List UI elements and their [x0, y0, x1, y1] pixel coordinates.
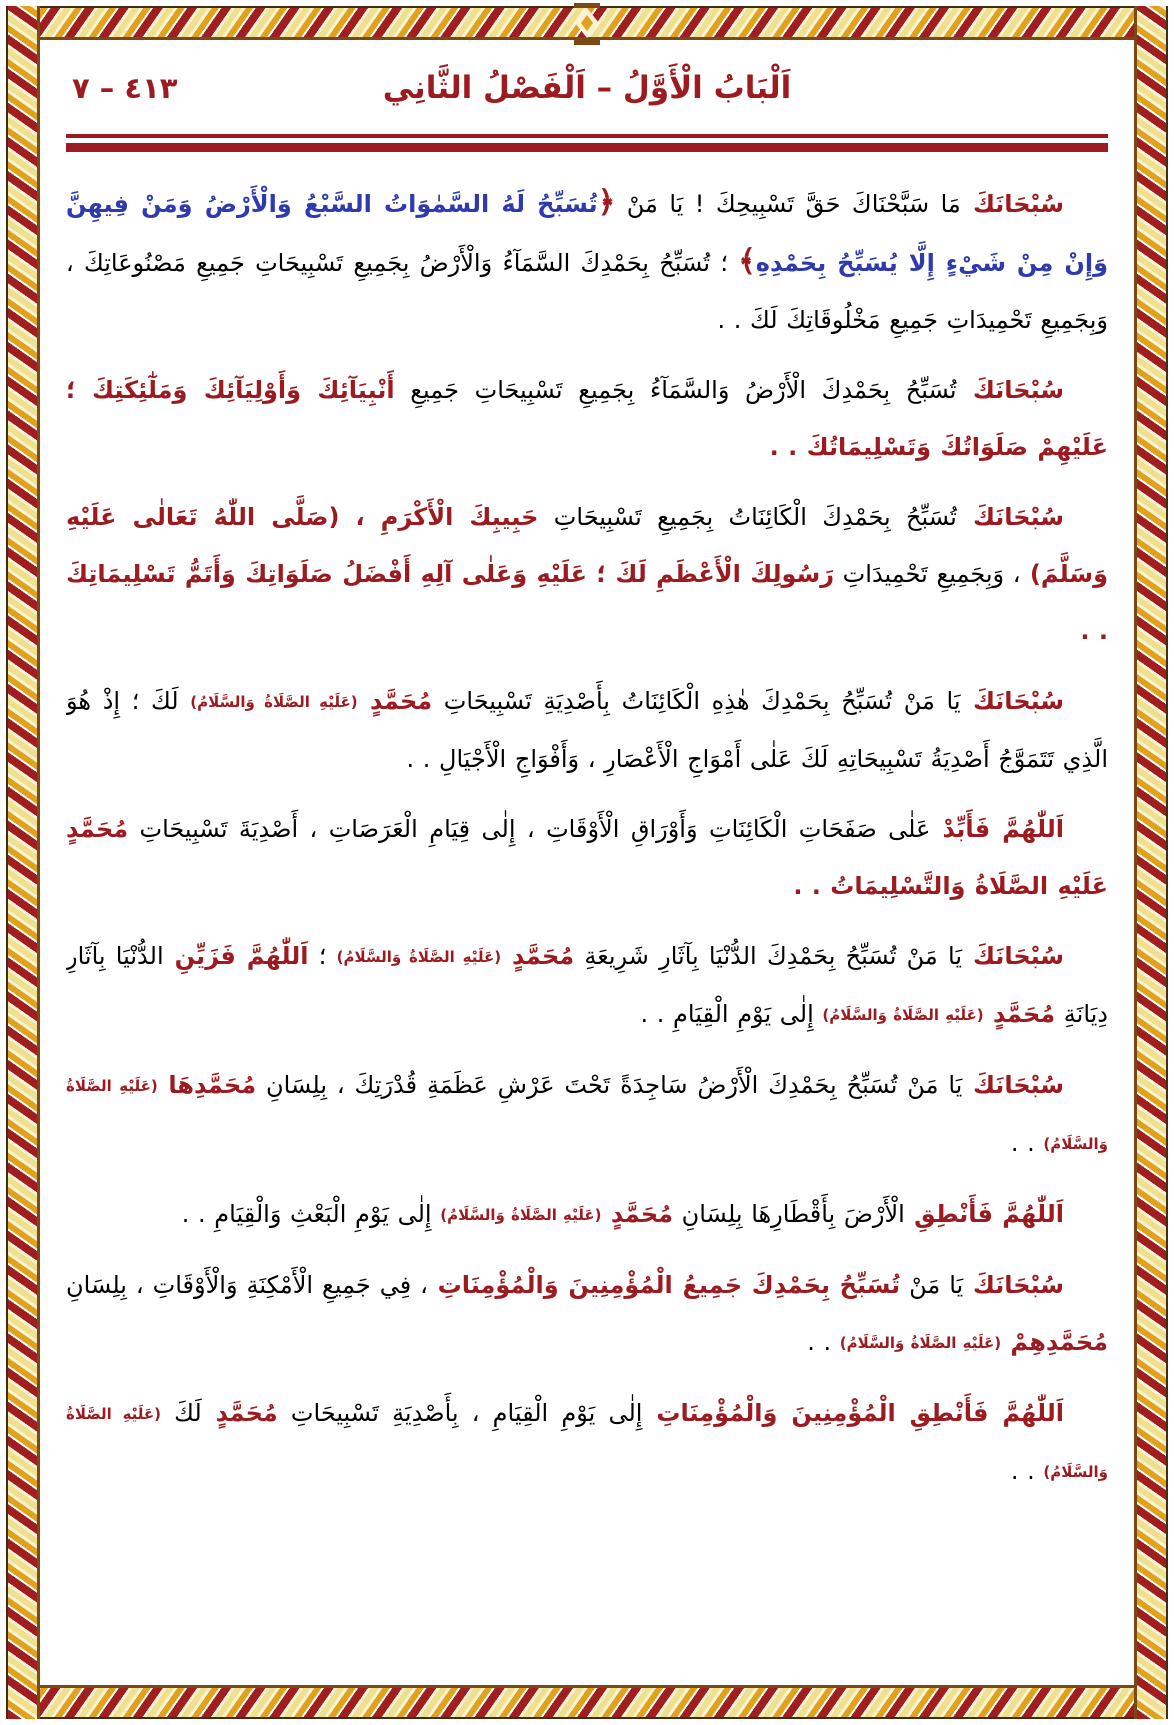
text-segment: مُحَمَّدٍ — [501, 942, 575, 970]
text-segment: يَا مَنْ تُسَبِّحُ بِحَمْدِكَ هٰذِهِ الْكَائِنَاتُ بِأَصْدِيَةِ تَسْبِيحَاتِ — [432, 687, 961, 715]
text-segment: إِلٰى يَوْمِ الْقِيَامِ . . — [640, 1000, 823, 1028]
paragraph — [66, 174, 1108, 349]
text-segment: تُسَبِّحُ بِحَمْدِكَ الْأَرْضُ وَالسَّمَآءُ بِجَمِيعِ تَسْبِيحَاتِ جَمِيعِ — [394, 376, 957, 404]
page-number: ٤١٣ – ٧ — [72, 71, 178, 105]
text-segment: اَللّٰهُمَّ فَزَيِّنِ — [163, 942, 309, 970]
text-segment: يَا مَنْ تُسَبِّحُ بِحَمْدِكَ الدُّنْيَا بِآثَارِ شَرِيعَةِ — [574, 942, 963, 970]
page-content — [66, 58, 1108, 1667]
paragraph — [66, 489, 1108, 660]
text-segment: الدُّنْيَا بِآثَارِ دِيَانَةِ — [66, 942, 1108, 1028]
text-segment: اَللّٰهُمَّ فَأَبِّدْ — [930, 815, 1065, 843]
text-segment: يَا مَنْ تُسَبِّحُ بِحَمْدِكَ الْأَرْضُ سَاجِدَةً تَحْتَ عَرْشِ عَظَمَةِ قُدْرَتِكَ ، بِلِسَانِ — [256, 1071, 963, 1099]
text-segment: مُحَمَّدٍ — [357, 687, 433, 715]
body-paragraphs — [66, 174, 1108, 1501]
header-divider-thick — [66, 143, 1108, 152]
text-segment: ، فِي جَمِيعِ الْأَمْكِنَةِ وَالْأَوْقَاتِ ، بِلِسَانِ — [66, 1271, 428, 1299]
paragraph — [66, 1257, 1108, 1372]
text-segment: مُحَمَّدٍ — [983, 1000, 1056, 1028]
text-segment: إِلٰى يَوْمِ الْبَعْثِ وَالْقِيَامِ . . — [181, 1200, 441, 1228]
text-segment: مُحَمَّدِهَا — [157, 1071, 257, 1099]
honorific-mark: (عَلَيْهِ الصَّلَاةُ وَالسَّلَامُ) — [66, 1405, 1108, 1481]
text-segment: ، وَبِجَمِيعِ تَحْمِيدَاتِ — [834, 560, 1021, 588]
text-segment: أَنْبِيَآئِكَ وَأَوْلِيَآئِكَ وَمَلٰٓئِكَتِكَ ؛ عَلَيْهِمْ صَلَوَاتُكَ وَتَسْلِيمَاتُكَ . . — [66, 376, 1108, 461]
text-segment: لَكَ ؛ إِذْ هُوَ الَّذِي تَتَمَوَّجُ أَصْدِيَةُ تَسْبِيحَاتِهِ لَكَ عَلٰى أَمْوَاجِ الْأَعْصَارِ ، وَأَفْوَاجِ الْأَجْيَالِ . . — [66, 687, 1108, 773]
border-center-tick — [574, 3, 600, 8]
text-segment: تُسَبِّحُ بِحَمْدِكَ الْكَائِنَاتُ بِجَمِيعِ تَسْبِيحَاتِ — [538, 503, 957, 531]
honorific-mark: (عَلَيْهِ الصَّلَاةُ وَالسَّلَامُ) — [839, 1334, 1002, 1352]
text-segment: ؛ — [308, 942, 337, 970]
chapter-title: اَلْبَابُ الْأَوَّلُ – اَلْفَصْلُ الثَّانِي — [382, 70, 792, 106]
paragraph — [66, 1385, 1108, 1501]
honorific-mark: (عَلَيْهِ الصَّلَاةُ وَالسَّلَامُ) — [190, 693, 358, 711]
ornamental-border-right — [1134, 6, 1168, 1719]
text-segment: سُبْحَانَكَ — [956, 376, 1064, 404]
paragraph — [66, 1186, 1108, 1244]
text-segment: سُبْحَانَكَ — [962, 1071, 1065, 1099]
quran-bracket: ﴿ — [597, 185, 616, 220]
text-segment: سُبْحَانَكَ — [960, 687, 1065, 715]
text-segment: . . — [1010, 1457, 1044, 1485]
paragraph — [66, 362, 1108, 476]
ornamental-border-left — [6, 6, 40, 1719]
text-segment: إِلٰى يَوْمِ الْقِيَامِ ، بِأَصْدِيَةِ تَسْبِيحَاتِ — [277, 1399, 643, 1427]
text-segment: الْأَرْضَ بِأَقْطَارِهَا بِلِسَانِ — [672, 1200, 905, 1228]
paragraph — [66, 801, 1108, 915]
honorific-mark: (عَلَيْهِ الصَّلَاةُ وَالسَّلَامُ) — [336, 948, 502, 966]
text-segment: . . — [807, 1328, 840, 1356]
text-segment: مُحَمَّدٍ عَلَيْهِ الصَّلَاةُ وَالتَّسْلِيمَاتُ . . — [66, 815, 1108, 900]
text-segment: حَبِيبِكَ الْأَكْرَمِ ، (صَلَّى اللّٰهُ تَعَالٰى عَلَيْهِ وَسَلَّمَ) — [66, 503, 1108, 588]
paragraph — [66, 928, 1108, 1044]
text-segment: سُبْحَانَكَ — [963, 1271, 1065, 1299]
text-segment: يَا مَنْ — [900, 1271, 964, 1299]
text-segment: مَا سَبَّحْنَاكَ حَقَّ تَسْبِيحِكَ ! يَا مَنْ — [615, 190, 961, 218]
paragraph — [66, 673, 1108, 788]
text-segment: اَللّٰهُمَّ فَأَنْطِقِ — [904, 1200, 1064, 1228]
honorific-mark: (عَلَيْهِ الصَّلَاةُ وَالسَّلَامُ) — [66, 1077, 1108, 1153]
text-segment: ؛ تُسَبِّحُ بِحَمْدِكَ السَّمَآءُ وَالْأَرْضُ بِجَمِيعِ تَسْبِيحَاتِ جَمِيعِ مَصْنُوعَاتِكَ ، وَبِجَمِيعِ تَحْمِيدَاتِ جَمِيعِ مَخْلُوقَاتِكَ لَكَ . . — [66, 249, 1108, 334]
text-segment: مُحَمَّدٍ — [601, 1200, 673, 1228]
page-header — [66, 58, 1108, 124]
text-segment: مُحَمَّدٍ — [201, 1399, 278, 1427]
paragraph — [66, 1057, 1108, 1173]
text-segment: اَللّٰهُمَّ فَأَنْطِقِ الْمُؤْمِنِينَ وَالْمُؤْمِنَاتِ — [642, 1399, 1065, 1427]
text-segment: سُبْحَانَكَ — [962, 942, 1065, 970]
text-segment: مُحَمَّدِهِمْ — [1001, 1328, 1108, 1356]
border-center-tick — [574, 40, 600, 45]
honorific-mark: (عَلَيْهِ الصَّلَاةُ وَالسَّلَامُ) — [440, 1206, 602, 1224]
text-segment: . . — [1010, 1129, 1044, 1157]
text-segment: عَلٰى صَفَحَاتِ الْكَائِنَاتِ وَأَوْرَاقِ الْأَوْقَاتِ ، إِلٰى قِيَامِ الْعَرَصَاتِ ، أَصْدِيَةَ تَسْبِيحَاتِ — [128, 815, 931, 843]
text-segment: لَكَ — [161, 1399, 202, 1427]
text-segment: سُبْحَانَكَ — [960, 190, 1065, 218]
text-segment: تُسَبِّحُ لَهُ السَّمٰوَاتُ السَّبْعُ وَالْأَرْضُ وَمَنْ فِيهِنَّ وَإِنْ مِنْ شَيْءٍ إِلَّا يُسَبِّحُ بِحَمْدِهِ — [66, 190, 1108, 277]
header-divider-thin — [66, 134, 1108, 138]
ornamental-border-bottom — [6, 1685, 1168, 1719]
quran-bracket: ﴾ — [738, 244, 756, 279]
honorific-mark: (عَلَيْهِ الصَّلَاةُ وَالسَّلَامُ) — [822, 1006, 984, 1024]
text-segment: سُبْحَانَكَ — [956, 503, 1065, 531]
text-segment: تُسَبِّحُ بِحَمْدِكَ جَمِيعُ الْمُؤْمِنِينَ وَالْمُؤْمِنَاتِ — [427, 1271, 901, 1299]
text-segment: رَسُولِكَ الْأَعْظَمِ لَكَ ؛ عَلَيْهِ وَعَلٰى آلِهِ أَفْضَلُ صَلَوَاتِكَ وَأَتَمُّ تَسْلِيمَاتِكَ . . — [66, 560, 1108, 645]
